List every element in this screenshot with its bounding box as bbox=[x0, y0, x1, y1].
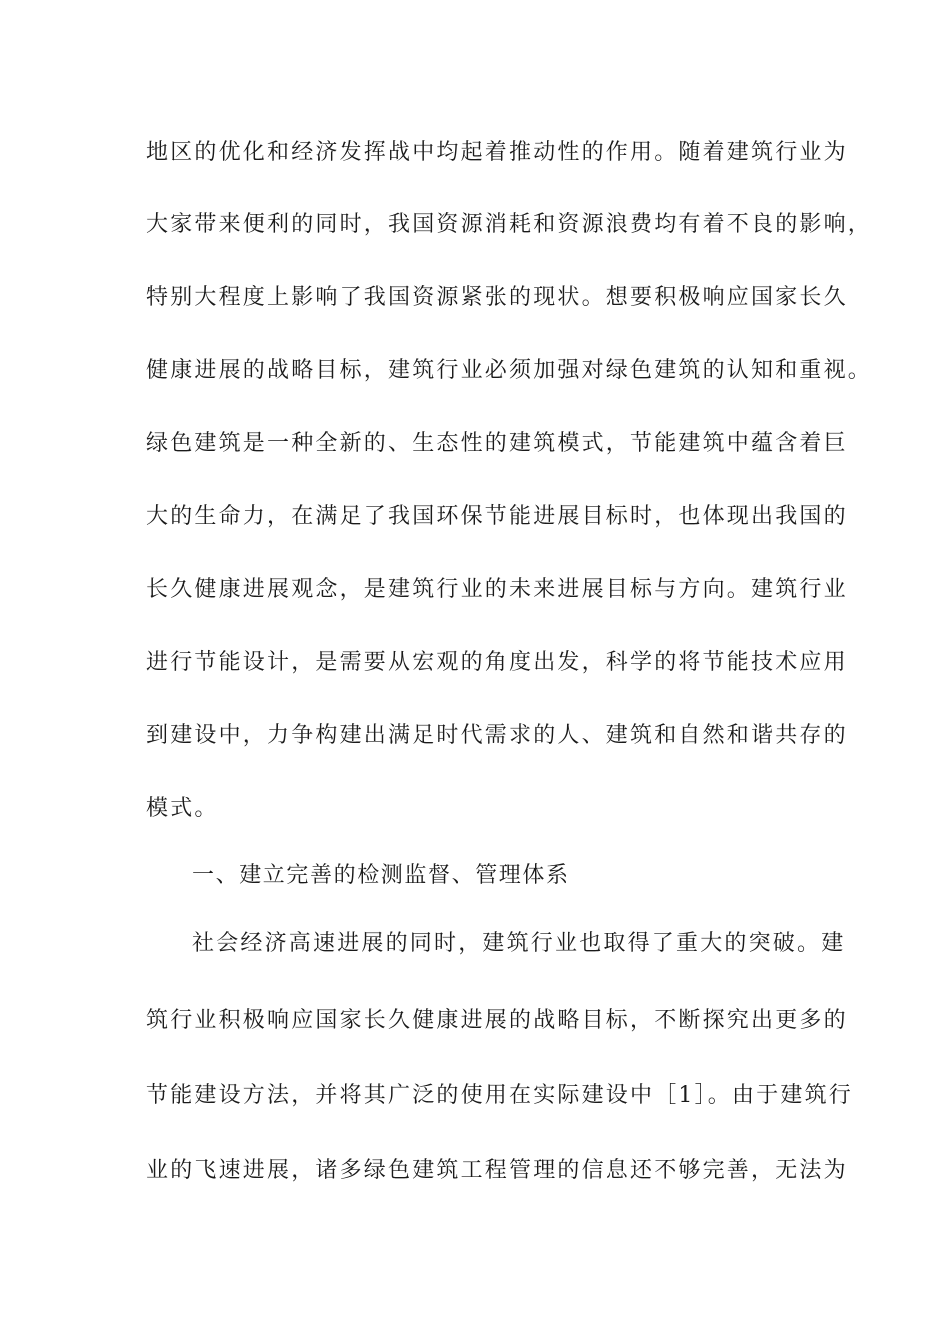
paragraph-1-line-10: 模式。 bbox=[146, 796, 219, 821]
paragraph-2-line-1: 社会经济高速进展的同时，建筑行业也取得了重大的突破。建 bbox=[192, 931, 846, 956]
paragraph-1-line-8: 进行节能设计，是需要从宏观的角度出发，科学的将节能技术应用 bbox=[146, 650, 848, 675]
paragraph-1-line-3: 特别大程度上影响了我国资源紧张的现状。想要积极响应国家长久 bbox=[146, 285, 848, 310]
paragraph-2-line-3: 节能建设方法，并将其广泛的使用在实际建设中［1］。由于建筑行 bbox=[146, 1083, 853, 1108]
paragraph-1-line-6: 大的生命力，在满足了我国环保节能进展目标时，也体现出我国的 bbox=[146, 504, 848, 529]
paragraph-1-line-4: 健康进展的战略目标，建筑行业必须加强对绿色建筑的认知和重视。 bbox=[146, 358, 873, 383]
paragraph-1-line-7: 长久健康进展观念，是建筑行业的未来进展目标与方向。建筑行业 bbox=[146, 577, 848, 602]
paragraph-1-line-2: 大家带来便利的同时，我国资源消耗和资源浪费均有着不良的影响， bbox=[146, 212, 873, 237]
paragraph-1-line-9: 到建设中，力争构建出满足时代需求的人、建筑和自然和谐共存的 bbox=[146, 723, 848, 748]
paragraph-2-line-4: 业的飞速进展，诸多绿色建筑工程管理的信息还不够完善，无法为 bbox=[146, 1158, 848, 1183]
paragraph-1-line-5: 绿色建筑是一种全新的、生态性的建筑模式，节能建筑中蕴含着巨 bbox=[146, 431, 848, 456]
paragraph-1-line-1: 地区的优化和经济发挥战中均起着推动性的作用。随着建筑行业为 bbox=[146, 140, 848, 165]
paragraph-2-line-2: 筑行业积极响应国家长久健康进展的战略目标，不断探究出更多的 bbox=[146, 1008, 848, 1033]
section-heading: 一、建立完善的检测监督、管理体系 bbox=[192, 863, 570, 888]
